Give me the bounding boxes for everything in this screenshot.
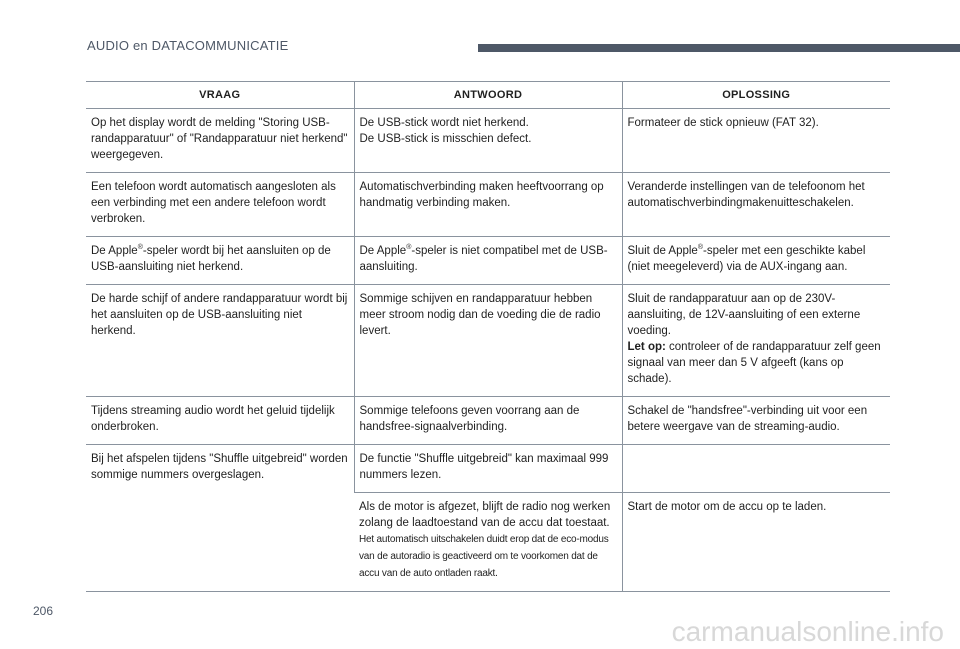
- column-header-question: VRAAG: [86, 82, 354, 109]
- question-cell: Een telefoon wordt automatisch aangesloten als een verbinding met een andere telefoon wordt verbroken.: [86, 173, 354, 237]
- solution-cell: [622, 285, 890, 397]
- note-text: controleer of de randapparatuur zelf geen signaal van meer dan 5 V afgeeft (kans op schade).: [627, 341, 881, 385]
- column-header-answer: ANTWOORD: [354, 82, 622, 109]
- answer-cell: [354, 493, 622, 592]
- answer-cell: [354, 237, 622, 285]
- table-row: [86, 109, 890, 173]
- question-cell: De harde schijf of andere randapparatuur wordt bij het aansluiten op de USB-aansluiting niet herkend.: [86, 285, 354, 397]
- solution-cell: [622, 237, 890, 285]
- solution-text: -speler met een geschikte kabel (niet meegeleverd) via de AUX-ingang aan.: [627, 245, 866, 273]
- table-row: [86, 173, 890, 237]
- answer-text: Als de motor is afgezet, blijft de radio nog werken zolang de laadtoestand van de accu dat toestaat.: [359, 501, 611, 529]
- faq-table: [86, 81, 890, 592]
- answer-text: De Apple: [359, 245, 407, 257]
- watermark: carmanualsonline.info: [671, 616, 944, 647]
- table-header-row: [86, 82, 890, 109]
- column-header-solution: OPLOSSING: [622, 82, 890, 109]
- table-row: [86, 445, 890, 493]
- page-number: 206: [33, 604, 54, 618]
- registered-mark: ®: [697, 244, 704, 252]
- answer-cell: Automatischverbinding maken heeftvoorrang op handmatig verbinding maken.: [354, 173, 622, 237]
- faq-table-container: [86, 81, 890, 592]
- answer-cell: De USB-stick wordt niet herkend. De USB-stick is misschien defect.: [354, 109, 622, 173]
- answer-cell: Sommige telefoons geven voorrang aan de handsfree-signaalverbinding.: [354, 397, 622, 445]
- solution-cell: [622, 445, 890, 493]
- solution-cell: Formateer de stick opnieuw (FAT 32).: [622, 109, 890, 173]
- table-row: [86, 285, 890, 397]
- solution-text: Sluit de randapparatuur aan op de 230V-aansluiting, de 12V-aansluiting of een externe voeding.: [627, 293, 861, 337]
- question-text: -speler wordt bij het aansluiten op de USB-aansluiting niet herkend.: [91, 245, 331, 273]
- answer-text: -speler is niet compatibel met de USB-aansluiting.: [359, 245, 608, 273]
- question-cell: Op het display wordt de melding "Storing USB-randapparatuur" of "Randapparatuur niet herkend" weergegeven.: [86, 109, 354, 173]
- answer-cell: Sommige schijven en randapparatuur hebben meer stroom nodig dan de voeding die de radio levert.: [354, 285, 622, 397]
- note-label: Let op:: [627, 341, 666, 353]
- section-title: AUDIO en DATACOMMUNICATIE: [87, 38, 289, 53]
- question-cell: Tijdens streaming audio wordt het geluid tijdelijk onderbroken.: [86, 397, 354, 445]
- solution-cell: Veranderde instellingen van de telefoonom het automatischverbindingmakenuitteschakelen.: [622, 173, 890, 237]
- question-cell: Bij het afspelen tijdens "Shuffle uitgebreid" worden sommige nummers overgeslagen.: [86, 445, 354, 592]
- question-text: De Apple: [91, 245, 138, 257]
- question-cell: [86, 237, 354, 285]
- solution-text: Sluit de Apple: [627, 245, 698, 257]
- solution-cell: Start de motor om de accu op te laden.: [622, 493, 890, 592]
- registered-mark: ®: [137, 244, 143, 252]
- answer-note: Het automatisch uitschakelen duidt erop dat de eco-modus van de autoradio is geactiveerd om te voorkomen dat de accu van de auto ontladen raakt.: [359, 534, 609, 579]
- table-row: [86, 237, 890, 285]
- table-row: [86, 397, 890, 445]
- registered-mark: ®: [406, 244, 412, 252]
- answer-cell: De functie "Shuffle uitgebreid" kan maximaal 999 nummers lezen.: [354, 445, 622, 493]
- header-accent-bar: [478, 44, 960, 52]
- solution-cell: Schakel de "handsfree"-verbinding uit voor een betere weergave van de streaming-audio.: [622, 397, 890, 445]
